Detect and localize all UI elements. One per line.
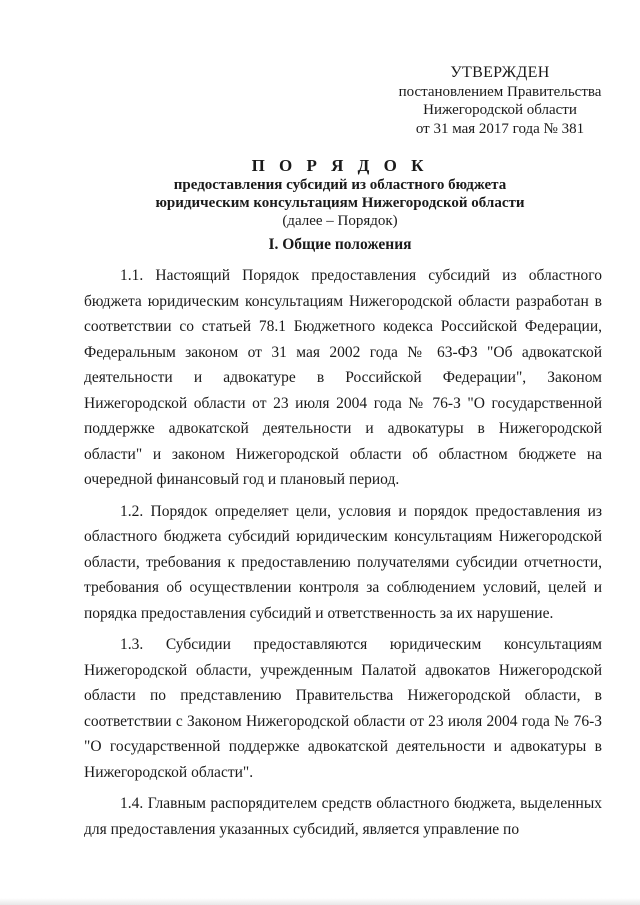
paragraph-1-4: 1.4. Главным распорядителем средств областного бюджета, выделенных для предоставления указанных субсидий, является управление по	[84, 795, 602, 838]
approval-line-3: от 31 мая 2017 года № 381	[415, 120, 585, 137]
document-title: П О Р Я Д О К	[251, 156, 429, 175]
paragraph-1-3: 1.3. Субсидии предоставляются юридическим консультациям Нижегородской области, учрежденным Палатой адвокатов Нижегородской области по представлению Правительства Нижегородской области, в соответствии с Законом Нижегородской области от 23 июля 2004 года № 76-З "О государственной поддержке адвокатской деятельности и адвокатуры в Нижегородской области".	[84, 636, 602, 781]
section-body	[84, 263, 602, 842]
document-subtitle-line-1: предоставления субсидий из областного бюджета	[173, 177, 507, 193]
approval-stamp	[380, 64, 620, 138]
document-note: (далее – Порядок)	[282, 213, 398, 229]
paragraph-1-1: 1.1. Настоящий Порядок предоставления субсидий из областного бюджета юридическим консультациям Нижегородской области разработан в соответствии со статьей 78.1 Бюджетного кодекса Российской Федерации, Федеральным законом от 31 мая 2002 года № 63-ФЗ "Об адвокатской деятельности и адвокатуре в Российской Федерации", Законом Нижегородской области от 23 июля 2004 года № 76-З "О государственной поддержке адвокатской деятельности и адвокатуры в Нижегородской области" и законом Нижегородской области об областном бюджете на очередной финансовый год и плановый период.	[84, 267, 602, 488]
paragraph-1-2: 1.2. Порядок определяет цели, условия и порядок предоставления из областного бюджета субсидий юридическим консультациям Нижегородской области, требования к предоставлению получателями субсидии отчетности, требования об осуществлении контроля за соблюдением условий, целей и порядка предоставления субсидий и ответственность за их нарушение.	[84, 502, 602, 622]
document-subtitle-line-2: юридическим консультациям Нижегородской области	[155, 195, 525, 211]
document-title-block	[60, 156, 620, 230]
approval-line-2: Нижегородской области	[423, 102, 577, 118]
approval-line-1: постановлением Правительства	[398, 83, 602, 100]
page-bottom-edge	[0, 898, 640, 905]
section-heading: I. Общие положения	[268, 236, 412, 253]
approval-title: УТВЕРЖДЕН	[450, 64, 550, 81]
